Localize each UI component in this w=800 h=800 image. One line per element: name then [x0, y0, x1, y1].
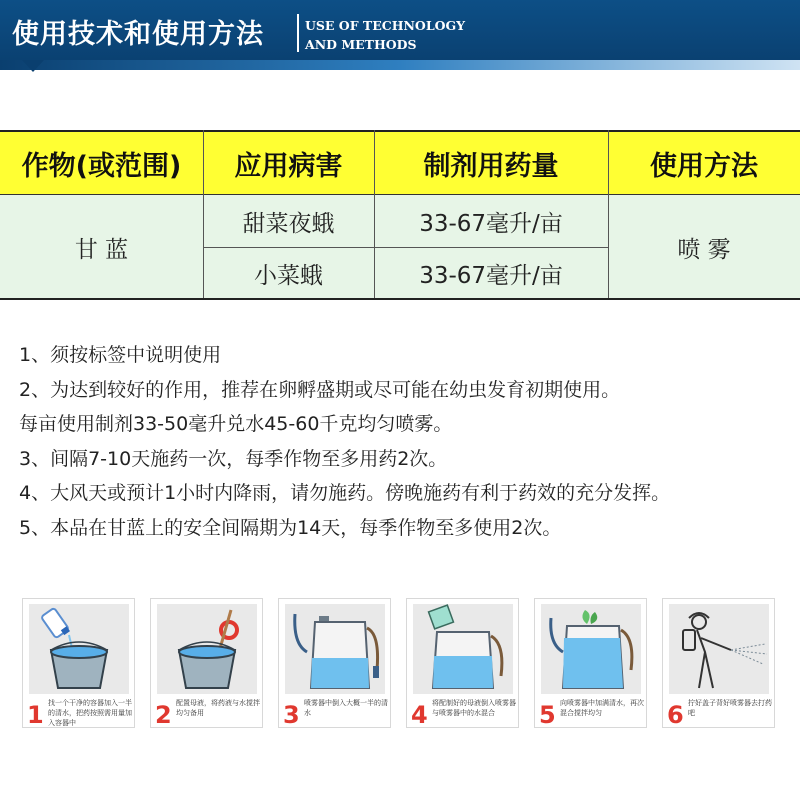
step-card-1: [22, 598, 135, 728]
step-description: 配置母液，将药液与水搅拌均匀备用: [176, 699, 260, 717]
page-subtitle: [305, 16, 465, 54]
table-divider: [203, 247, 608, 248]
step-description: 将配制好的母液倒入喷雾器与喷雾器中的水混合: [432, 699, 516, 717]
table-cell-dosage-1: 33-67毫升/亩: [374, 195, 608, 247]
note-line: 2、为达到较好的作用，推荐在卵孵盛期或尽可能在幼虫发育初期使用。: [19, 378, 621, 401]
note-line: 4、大风天或预计1小时内降雨，请勿施药。傍晚施药有利于药效的充分发挥。: [19, 482, 671, 504]
table-divider: [608, 130, 609, 300]
step-card-5: [534, 598, 647, 728]
step-number: 5: [539, 701, 556, 729]
table-cell-method: 喷 雾: [608, 195, 800, 300]
note-line: 3、间隔7-10天施药一次，每季作物至多用药2次。: [19, 447, 448, 470]
step-number: 1: [27, 701, 44, 729]
table-cell-dosage-2: 33-67毫升/亩: [374, 247, 608, 300]
page-subtitle-line2: AND METHODS: [305, 37, 417, 52]
step-number: 2: [155, 701, 172, 729]
page-title: 使用技术和使用方法: [12, 19, 264, 50]
table-cell-crop: 甘 蓝: [0, 195, 203, 300]
person-spraying-icon: [669, 604, 769, 694]
header-banner-notch: [22, 60, 44, 72]
step-description: 找一个干净的容器加入一半的清水，把药按照需用量加入容器中: [48, 699, 132, 727]
table-divider: [374, 130, 375, 300]
bucket-stirring-icon: [157, 604, 257, 694]
table-cell-disease-1: 甜菜夜蛾: [203, 195, 374, 247]
bottle-pouring-into-bucket-icon: [29, 604, 129, 694]
usage-table: [0, 130, 800, 300]
step-number: 6: [667, 701, 684, 729]
table-header-method: 使用方法: [608, 130, 800, 195]
sprayer-filled-icon: [541, 604, 641, 694]
step-number: 4: [411, 701, 428, 729]
note-line: 5、本品在甘蓝上的安全间隔期为14天，每季作物至多使用2次。: [19, 516, 562, 539]
table-header-dosage: 制剂用药量: [374, 130, 608, 195]
table-bottom-border: [0, 298, 800, 300]
sprayer-tank-icon: [285, 604, 385, 694]
pouring-into-sprayer-icon: [413, 604, 513, 694]
step-card-3: [278, 598, 391, 728]
step-description: 拧好盖子背好喷雾器去打药吧: [688, 699, 772, 717]
step-card-2: [150, 598, 263, 728]
table-cell-disease-2: 小菜蛾: [203, 247, 374, 300]
page-subtitle-line1: USE OF TECHNOLOGY: [305, 18, 466, 33]
header-banner-shine: [0, 60, 800, 70]
header-divider: [297, 14, 299, 52]
table-header-disease: 应用病害: [203, 130, 374, 195]
step-number: 3: [283, 701, 300, 729]
table-divider: [203, 130, 204, 300]
step-card-4: [406, 598, 519, 728]
note-line: 1、须按标签中说明使用: [19, 344, 222, 366]
usage-notes: [19, 338, 789, 545]
note-line: 每亩使用制剂33-50毫升兑水45-60千克均匀喷雾。: [19, 413, 453, 435]
table-header-crop: 作物(或范围): [0, 130, 203, 195]
step-description: 喷雾器中倒入大概一半的清水: [304, 699, 388, 717]
step-card-6: [662, 598, 775, 728]
step-description: 向喷雾器中加满清水，再次混合搅拌均匀: [560, 699, 644, 717]
